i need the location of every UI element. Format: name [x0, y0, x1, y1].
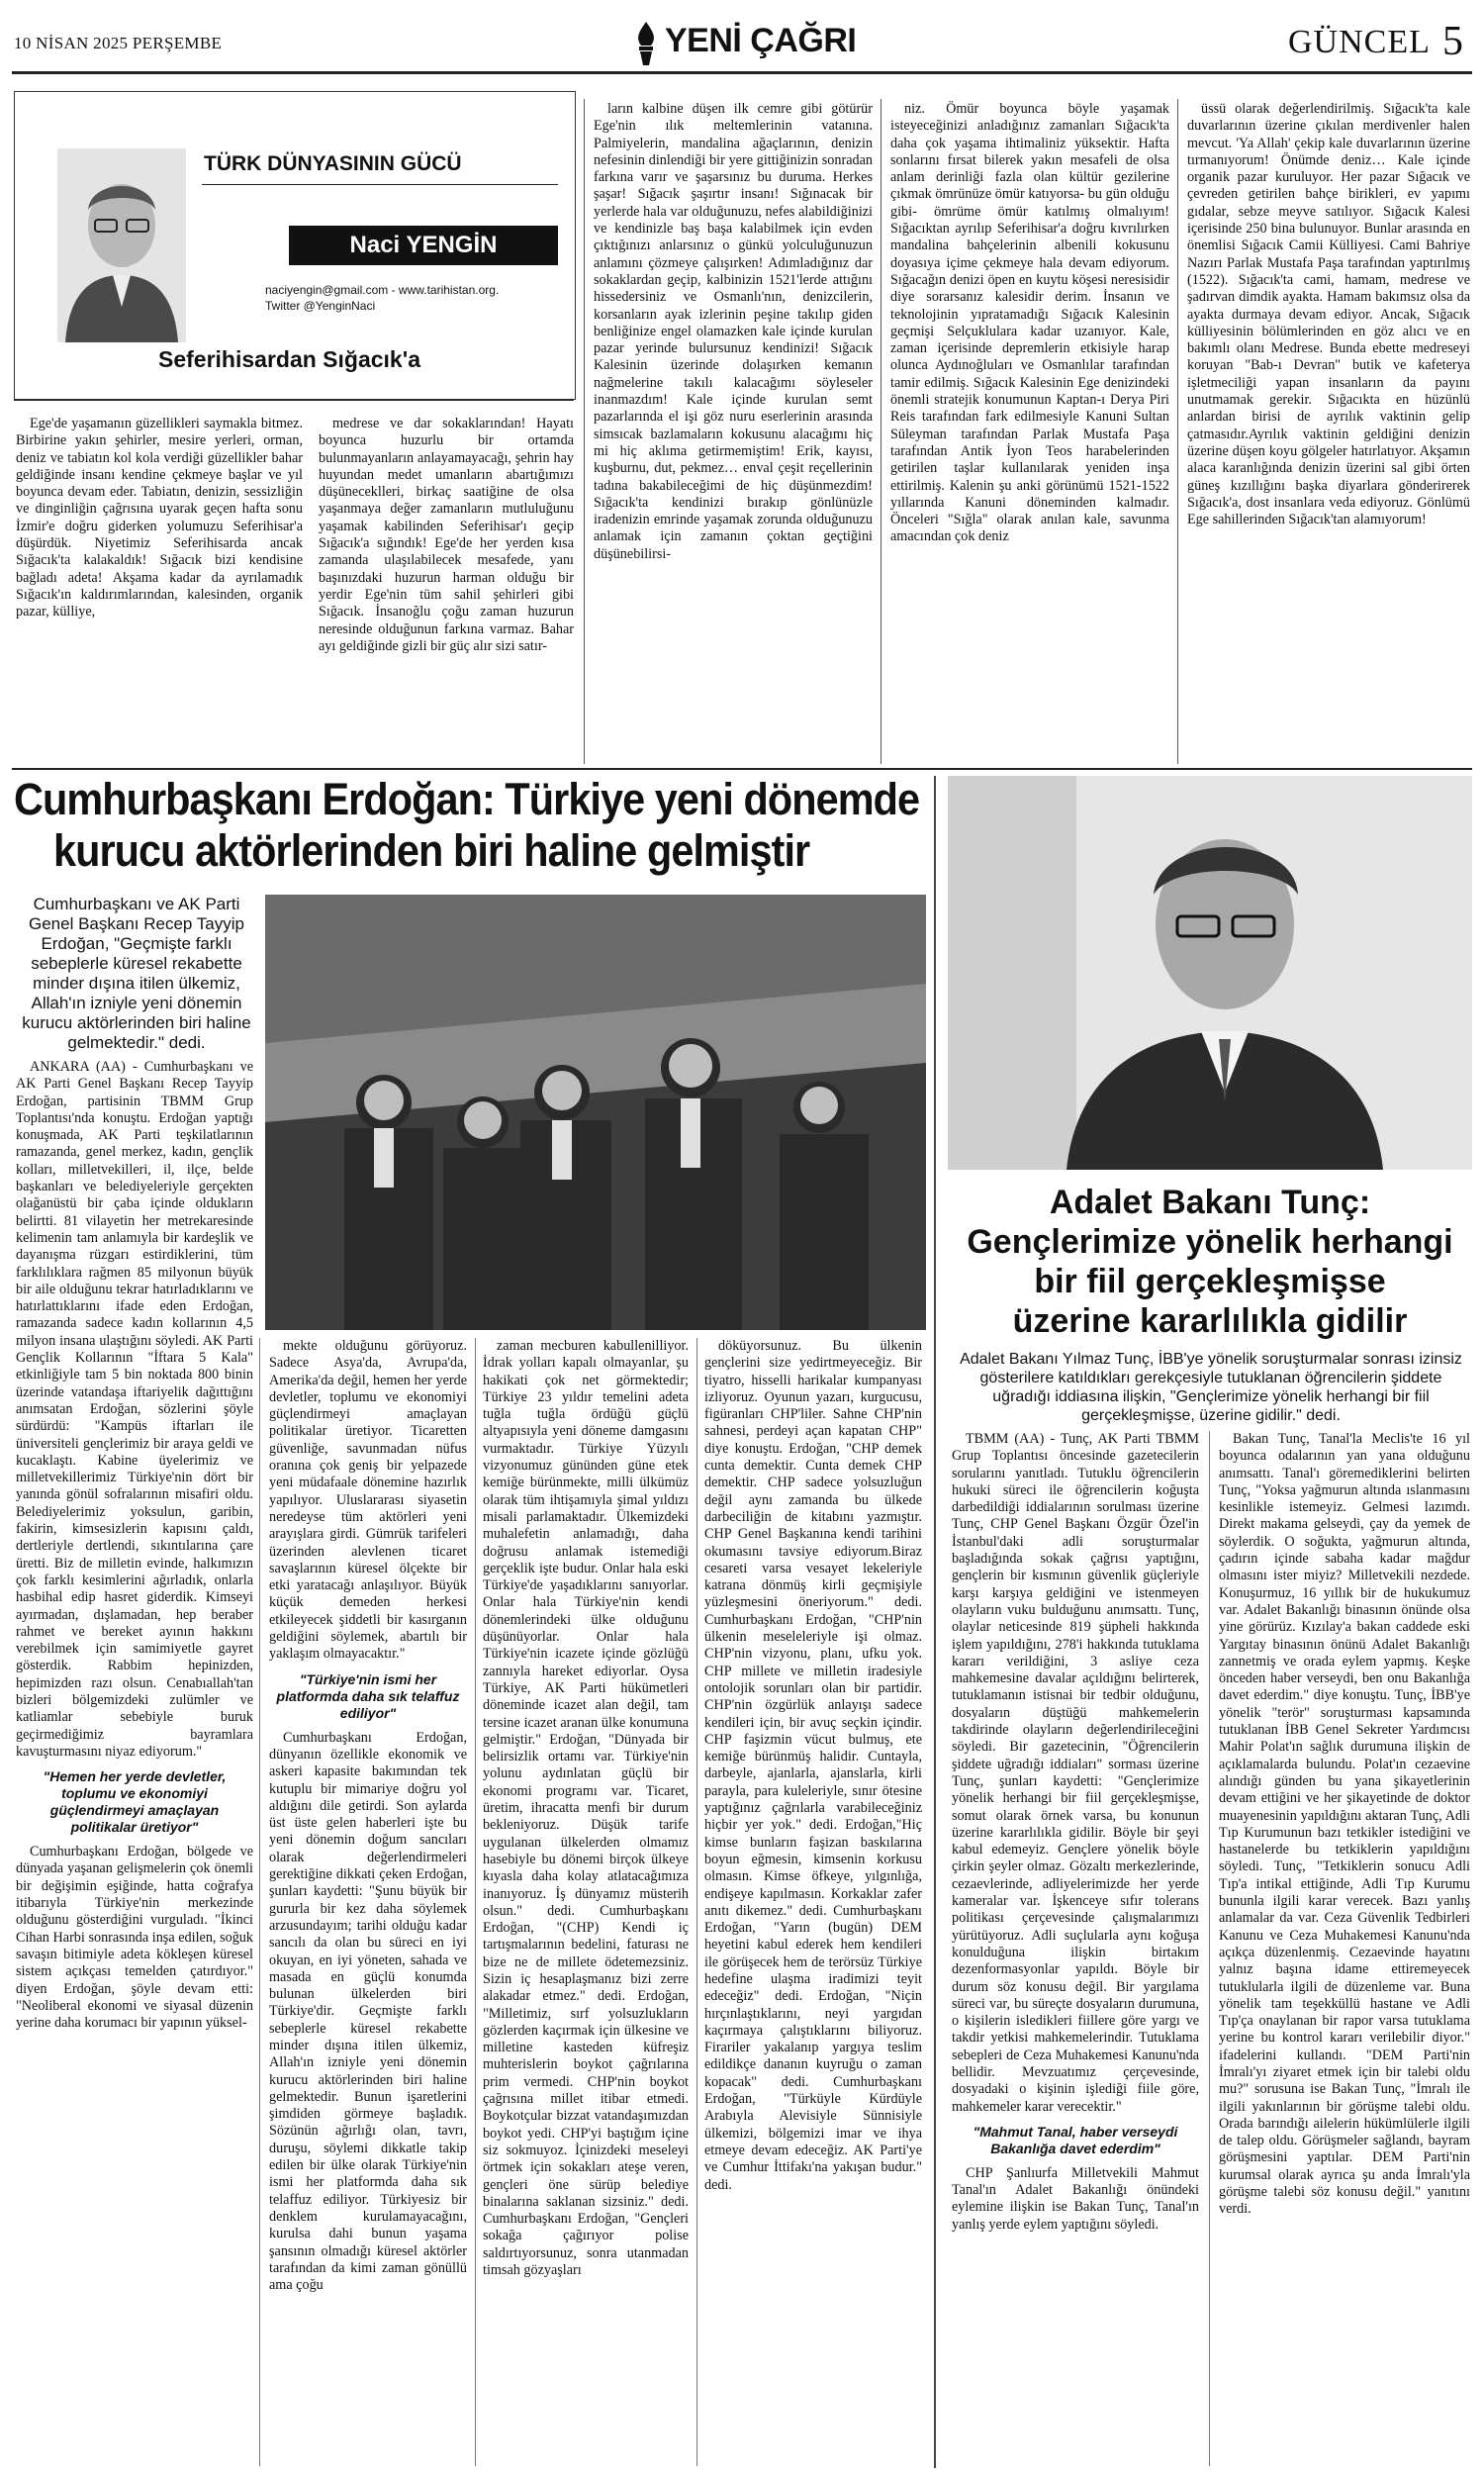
masthead-logo — [629, 18, 857, 69]
torch-icon — [629, 20, 663, 67]
author-name-bar — [289, 226, 558, 265]
article1-subhead2: "Türkiye'nin ismi her platformda daha sık telaffuz ediliyor" — [276, 1670, 460, 1721]
article1-headline-line1: Cumhurbaşkanı Erdoğan: Türkiye yeni dönemde — [14, 774, 920, 824]
article2-headline-line3: bir fiil gerçekleşmişse — [1034, 1263, 1386, 1300]
author-twitter: Twitter @YenginNaci — [265, 299, 376, 313]
column-title: Seferihisardan Sığacık'a — [158, 346, 420, 372]
article2-col2: Bakan Tunç, Tanal'la Meclis'te 16 yıl boyunca odalarının yan yana olduğunu anımsattı. Tanal'ı göremediklerini belirten Tunç, "Yoksa yağmurun altında ıslanmasını kesinlikle istemeyiz. Gelmesi lazımdı. Direkt makama gelseydi, çay da yemek de söylerdik. O soğukta, yağmurun altında, çadırın içinde sabaha kadar mağdur olmasını ister miyiz? Milletvekili nezdede. Konuşurmuz, 16 yıllık bir de hukukumuz var. Adalet Bakanlığı binasının önünde olsa yine görürüz. Kızılay'a bakan caddede eski Yargıtay binasının önünü Adalet Bakanlığı zannetmiş ve orada eylem yapmış. Keşke önceden haber verseydi, ben onu Bakanlığa davet ederdim." diye konuştu. Tunç, İBB'ye yönelik "terör" soruşturması kapsamında tutuklanan İBB Genel Sekreter Yardımcısı Mahir Polat'ın sağlık durumuna ilişkin de açıklamalarda bulundu. Polat'ın cezaevine alındığı günden bu yana şikayetlerinin devam ettiğini ve her şikayetinde de doktor muayenesinin yapıldığını aktaran Tunç, Adli Tıp Kurumunun bazı tetkikler istediğini ve hastanelerde bu tetkiklerin yapıldığını söyledi. Tunç, "Tetkiklerin sonucu Adli Tıp'a intikal ettiğinde, Adli Tıp Kurumu bununla ilgili karar verecek. Bazı yanlış anlamalar da var. Ceza Güvenlik Tedbirleri Kanunu ve Ceza Muhakemesi Kanunu'nda açıkça düzenlenmiş. Cezaevinde hayatını yalnız başına idame ettiremeyecek tutuklularla ilgili de düzenleme var. Buna yönelik tam teşekküllü hastane ve Adli Tıp'ça onaylanan bir rapor varsa tutuklama yerine bu kontrol kararı verilebilir diyor." ifadelerini kullandı. "DEM Parti'nin İmralı'yı ziyaret etmek için bir talebi oldu mu?" sorusuna ise Bakan Tunç, "İmralı ile ilgili yakınlarının bir görüşme talebi oldu. Orada barındığı ailelerin hükümlülerle ilgili de talep oldu. Görüşmeler sağlandı, bayram görüşmesini yaptılar. DEM Parti'nin kurumsal olarak ayrıca şu anda İmralı'yla görüşme talebi söz konusu değil." yanıtını verdi. — [1219, 1431, 1470, 2218]
article1-photo — [265, 895, 926, 1330]
author-portrait-icon — [57, 148, 186, 342]
article1-col2: mekte olduğunu görüyoruz. Sadece Asya'da, Avrupa'da, Amerika'da değil, hemen her yerde devletler, toplumu ve ekonomiyi güçlendirmeyi amaçlayan politikalar üretiyor. Ticaretten güvenliğe, savunmadan nüfus oranına çok geniş bir yelpazede yeni müdafaale dönemine hazırlık yapılıyor. Uluslararası siyasetin neredeyse tüm aktörleri yeni arayışlara girdi. Gümrük tarifeleri üzerinden alevlenen ticaret savaşlarının küresel ölçekte bir etki yaratacağı anlaşılıyor. Büyük küçük demeden herkesi etkileyecek şiddetli bir kasırganın geldiğini söylemek, abartılı bir yaklaşım olmayacaktır." "Türkiye'nin ismi her platformda daha sık telaffuz ediliyor" Cumhurbaşkanı Erdoğan, dünyanın özellikle ekonomik ve askeri kapasite bakımından tek kutuplu bir mimariye doğru yol aldığını dile getirdi. Son aylarda üst üste gelen haberleri işte bu yeni dönemin doğum sancıları olarak değerlendirmeleri gerektiğine dikkati çeken Erdoğan, şunları kaydetti: "Şunu büyük bir gururla bir kez daha söylemek arzusundayım; tarihi olduğu kadar sancılı da olan bu süreci en iyi okuyan, en iyi yöneten, sahada ve masada en güçlü konumda bulunan ülkelerden biri Türkiye'dir. Geçmişte farklı sebeplerle küresel rekabette minder dışına itilen ülkemiz, Allah'ın izniyle yeni dönemin kurucu aktörlerinden biri haline gelmektedir. Bunun işaretlerini şimdiden görmeye başladık. Sözünün ağırlığı olan, tavrı, duruşu, söylemi dikkatle takip edilen bir ülke olarak Türkiye'nin ismi her platformda daha sık telaffuz ediliyor. Türkiyesiz bir denklem kurulamayacağını, kurulsa dahi bunun yaşama şansının olmadığı küresel aktörler tarafından da kimi zaman gönüllü ama çoğu — [269, 1338, 467, 2294]
column-text-col1: Ege'de yaşamanın güzellikleri saymakla bitmez. Birbirine yakın şehirler, mesire yerleri, orman, deniz ve tabiatın kol kola verdiği güzellikler bahar geldiğinde insanı kendine çekmeye başlar ve yıl boyunca devam eder. Tabiatın, denizin, sessizliğin ve dinginliğin çağrısına uyarak geçen hafta sonu İzmir'e doğru giderken yolumuzu Seferihisar'a düşürdük. Niyetimiz Seferihisarda ancak Sığacık'ta kalakaldık! Sığacık bizi kendisine bağladı adeta! Akşama kadar da ayrılamadık Sığacık'ın kaldırımlarından, kalesinden, organik pazar, külliye, — [16, 416, 303, 620]
column-text-col3: ların kalbine düşen ilk cemre gibi götürür Ege'nin ılık meltemlerinin vatanına. Palmiyelerin, mandalina ağaçlarının, denizin nefesinin dinlendiği bir yere gittiğinizin sonradan farkına varır ve şaşarsınız bu duruma. Herkes şaşar! Sığacık şaşırtır insanı! Sığınacak bir yerlerde hala var olduğunuzu, nefes alabildiğinizi ve kendinizle baş başa kalabilmek için evden çıktığınızı anlarsınız o günkü yolculuğunuzun anlamını çözmeye çalışırken! Adımladığınız dar sokaklardan geçip, kalbinizin 1521'lerde attığını hissedersiniz ve Osmanlı'nın, denizcilerin, korsanların ayak izlerinin peşine takılıp giden benliğinize engel olamazken kale içinde kurulan pazar yerinde bulursunuz kendinizi! Sığacık Kalesinin üzerinde dolaşırken kemanın nağmelerine takılı kalacağımı söyleseler inanmazdım! Kale içinde kurulan semt pazarlarında el işi göz nuru eserlerinin arasında simsıcak bazlamaların kokusunu alacağımı hiç mi hiç aklıma getirmemiştim! Erik, kayısı, kuşburnu, dut, pekmez… enval çeşit reçellerinin tadına bakabileceğimi de hiç düşünmezdim! Sığacık'ta kendinizi bırakıp gönlünüzle iradenizin emrinde yaşamak zorunda olduğunuzu anlamak için zamanın çoktan geçtiğini düşünebilirsi- — [594, 101, 873, 562]
article1-col1: ANKARA (AA) - Cumhurbaşkanı ve AK Parti Genel Başkanı Recep Tayyip Erdoğan, partisinin TBMM Grup Toplantısı'nda konuştu. Erdoğan yaptığı konuşmada, AK Parti teşkilatlarının ramazanda, genel merkez, kadın, gençlik kolları, milletvekilleri, il, ilçe, belde başkanları ve belediyeleriyle gerçekten olağanüstü bir çaba içinde oldukların belirtti. 81 vilayetin her metrekaresinde kelimenin tam anlamıyla bir kardeşlik ve dayanışma rüzgarı estirdiklerini, tüm farklılıklara rağmen 85 milyonun büyük bir aile olduğunu tekrar hatırladıklarını ve hatırlattıklarını ifade eden Erdoğan, ramazanda sadece kadın kollarının 4,5 milyon insana ulaştığını söyledi. AK Parti Gençlik Kollarının "İftara 5 Kala" etkinliğiyle tam 5 bin noktada 800 binin üzerinde vatandaşa iftariyelik dağıttığını anımsatan Erdoğan, sözlerini şöyle sürdürdü: "Kampüs iftarları ile üniversiteli gençlerimiz bir araya geldi ve kucaklaştı. Kabine üyelerimiz ve milletvekillerimiz Türkiye'nin dört bir yanında gönül sofralarının misafiri oldu. Belediyelerimiz yoksulun, garibin, fakirin, kimsesizlerin kapısını çaldı, dertleriyle dertlendi, sıkıntılarına çare üretti. Biz de milletin evinde, halkımızın çok farklı kesimlerini ağırladık, onlarla hasbihal edip hasret giderdik. Kimseyi ayırmadan, dışlamadan, hep beraber rahmet ve bereket ayının hakkını verebilmek için samimiyetle gayret gösterdik. Rabbim hepinizden, hepimizden razı olsun. Cenabıallah'tan bizleri bölgemizdeki zulümler ve katliamlar sebebiyle buruk geçirmediğimiz bayramlara kavuşturmasını niyaz ediyorum." "Hemen her yerde devletler, toplumu ve ekonomiyi güçlendirmeyi amaçlayan politikalar üretiyor" Cumhurbaşkanı Erdoğan, bölgede ve dünyada yaşanan gelişmelerin çok önemli bir değişimin eşiğinde, hatta coğrafya itibarıyla Türkiye'nin merkezinde olduğunu gösterdiğini vurguladı. "İkinci Cihan Harbi sonrasında inşa edilen, soğuk savaşın bitimiyle adeta kökleşen küresel sistem açıkçası temelden çatırdıyor." diyen Erdoğan, şöyle devam etti: "Neoliberal ekonomi ve siyasal düzenin yerine daha korumacı bir yapının yüksel- — [16, 1059, 253, 2032]
masthead-title: YENİ ÇAĞRI — [665, 22, 857, 59]
article2-headline-line2: Gençlerimize yönelik herhangi — [967, 1223, 1453, 1261]
minister-portrait-icon — [948, 776, 1472, 1170]
parliament-crowd-icon — [265, 895, 926, 1330]
article1-col3: zaman mecburen kabullenilliyor. İdrak yolları kapalı olmayanlar, şu hakikati çok net görmektedir; Türkiye 23 yıldır temelini adeta tuğla tuğla ördüğü güçlü altyapısıyla yeni döneme damgasını vurmaktadır. Türkiye Yüzyılı vizyonumuz gününden güne etek kemiğe bürünmekte, milli ülkümüz olarak tüm ihtişamıyla şimal yıldızı misali parlamaktadır. Ülkemizdeki muhalefetin anlamadığı, daha doğrusu anlamak istemediği gerçeklik işte budur. Onlar hala eski Türkiye'de yaşadıklarını sanıyorlar. Onlar hala Türkiye'nin kendi dönemlerindeki ülke olduğunu düşünüyorlar. Onlar hala Türkiye'nin icazete içinde gözlüğü zannıyla hareket ediyorlar. Oysa Türkiye, AK Parti hükümetleri döneminde icazet alan değil, tam tersine icazet aranan ülke konumuna gelmiştir." Erdoğan, "Dünyada bir belirsizlik ortamı var. Türkiye'nin yolunu aydınlatan güçlü bir ekonomi programı var. Ticaret, üretim, ihracatta menfi bir durum bekleniyoruz. Düşük tarife uygulanan ülkelerden olmamız hasebiyle bu dönemi birçok ülkeye kıyasla daha kolay atlatacağımıza inanıyoruz. İş dünyamız müsterih olsun." dedi. Cumhurbaşkanı Erdoğan, "(CHP) Kendi iç tartışmalarının bedelini, faturası ne bize ne de millete ödetemezsiniz. Sizin iç hesaplaşmanız bizi zerre alakadar etmez." dedi. Erdoğan, "Milletimiz, sırf yolsuzlukların gözlerden kaçırmak için ülkesine ve milletine kasteden küfreşiz muhterislerin boykot çağrılarına prim vermedi. CHP'nin boykot çağrısına millet itibar etmedi. Boykotçular bizzat vatandaşımızdan boykot yedi. CHP'yi baştığım içine siz sokmuyoz. İçinizdeki meseleyi örtmek için sokakları ateşe veren, gençleri öne sürüp belediye binalarına saklanan sizsiniz." dedi. Cumhurbaşkanı Erdoğan, "Gençleri sokağa çağırıyor polise saldırtıyorsunuz, sonra utanmadan timsah gözyaşları — [483, 1338, 689, 2279]
page-number: 5 — [1442, 19, 1463, 64]
article2-headline-line4: üzerine kararlılıkla gidilir — [1012, 1302, 1408, 1340]
article1-subhead1: "Hemen her yerde devletler, toplumu ve ekonomiyi güçlendirmeyi amaçlayan politikalar üretiyor" — [43, 1768, 227, 1836]
column-text-col2: medrese ve dar sokaklarından! Hayatı boyunca huzurlu bir ortamda bulunmayanların anlayamayacağı, şehrin hay huyundan medet umanların abartığımızı düşüneceklleri, birkaç saatiğine de olsa yaşanmaya değer zamanların mutluluğunu yaşamak kabilinden Seferihisar'ı geçip Sığacık'a sığındık! Ege'de her yerden kısa zamanda ulaşılabilecek mesafede, yanı başınızdaki huzurun harman olduğu bir yerdir Ege'nin tüm sahil şehirleri gibi Sığacık. İnsanoğlu çoğu zaman huzurun neresinde olduğunun farkına varmaz. Bahar ayı geldiğinde gizli bir güç alır sizi satır- — [319, 416, 574, 654]
article2-headline-line1: Adalet Bakanı Tunç: — [1049, 1184, 1371, 1221]
section-name: GÜNCEL — [1288, 24, 1431, 60]
issue-date: 10 NİSAN 2025 PERŞEMBE — [14, 34, 223, 52]
author-name: Naci YENGİN — [349, 232, 498, 258]
article2-photo — [948, 776, 1472, 1170]
column-text-col4: niz. Ömür boyunca böyle yaşamak isteyeceğinizi anladığınız zamanları Sığacık'ta daha çok yaşama ihtimaliniz yüksektir. Hafta sonlarını fırsat bilerek yakın mesafeli de olsa anlam derinliği fazla olan kültür gezilerine çıkmak ömrünüze ömür katıyorsa- bu gün olduğu gibi- ömrüme ömür katılmış olmalıyım! Sığacıktan ayrılıp Seferihisar'a doğru kıvrılırken mandalina bahçelerinin albenili kokusunu doyasıya içime çekmeye hala devam ediyorum. Sığacağın denizi öpen en kuytu köşesi neresisidir diye sorarsanız kalesidir derim. İnsanın ve teknolojinin yıpratamadığı Sığacık Kalesinin geçmişi Selçuklulara kadar uzanıyor. Kale, zaman içerisinde depremlerin etkisiyle harap olunca Aydınoğluları ve Osmanlılar tarafından tamir edilmiş. Sığacık Kalesinin Ege denizindeki önemli stratejik konumunun Kaptan-ı Derya Piri Reis tarafından fark edilmesiyle Kanuni Sultan Süleyman tarafından Parlak Mustafa Paşa tarafından Antik İyon Teos harabelerinden getirilen taşlar kullanılarak yeniden inşa ettirilmiş. Kalenin şu anki görünümü 1521-1522 yıllarında Kanuni döneminden kalmadır. Önceleri "Sığla" olarak anılan kale, savunma amacından çok deniz — [890, 101, 1169, 545]
column-text-col5: üssü olarak değerlendirilmiş. Sığacık'ta kale duvarlarının üzerine çıkılan merdivenler halen mevcut. 'Ya Allah' çekip kale duvarlarının üzerine tırmanıyorum! Önümde deniz… Kale içinde organik pazar kuruluyor. Her pazar Sığacık ve çevreden getirilen bahçe birikleri, ev yapımı gıdalar, sebze meyve satılıyor. Sığacık Kalesi içerisinde 250 bina bulunuyor. Bunlar arasında en önemlisi Sığacık Camii Külliyesi. Cami Bahriye Nazırı Parlak Mustafa Paşa tarafından yaptırılmış (1522). Sığacık'ta cami, hamam, medrese ve şadırvan dimdik ayakta. Hamam bakımsız olsa da ayakta durmaya devam ediyor. Ancak, Sığacık külliyesinin bölümlerinden en göz alıcı ve en bakımlı olanı Medrese. Bunda ebette medreseyi koruyan "Bab-ı Devran" butik ve kafeterya işletmeciliği yapan insanların da payını unutmamak gerekir. Sığacıkta en hüzünlü anlardan birisi de ayrılık vaktinin gelip çatmasıdır.Ayrılık vaktinin geldiğini denizin üzerine düşen koyu gölgeler hatırlatıyor. Akşamın alaca karanlığında denizin üzerini sal gibi örten güneş kızıllığını başka diyarlara gönderirerek Sığacık'a, dost insanlara veda ediyoruz. Gönlümü Ege sahillerinden Sığacık'tan alamıyorum! — [1187, 101, 1470, 528]
article2-subhead: "Mahmut Tanal, haber verseydi Bakanlığa davet ederdim" — [973, 2123, 1178, 2156]
article2-lead: Adalet Bakanı Yılmaz Tunç, İBB'ye yönelik soruşturmalar sonrası izinsiz gösterilere katıldıkları gerekçesiyle tutuklanan öğrencilerin şiddete uğradığı iddiasına ilişkin, "Gençlerimize yönelik herhangi bir fiil gerçekleşmişse, üzerine gidilir." dedi. — [960, 1351, 1462, 1424]
article1-lead: Cumhurbaşkanı ve AK Parti Genel Başkanı Recep Tayyip Erdoğan, "Geçmişte farklı sebeplerle küresel rekabette minder dışına itilen ülkemiz, Allah'ın izniyle yeni dönemin kurucu aktörlerinden biri haline gelmektedir." dedi. — [22, 895, 251, 1052]
author-photo — [57, 148, 186, 342]
column-series-title: TÜRK DÜNYASININ GÜCÜ — [204, 152, 462, 175]
article1-col4: döküyorsunuz. Bu ülkenin gençlerini size yedirtmeyeceğiz. Bir tiyatro, hisselli harikalar kumpanyası izliyoruz. Oyunun yazarı, kurgucusu, figüranları CHP'liler. Sahne CHP'nin sahnesi, perdeyi açan kapatan CHP" diye konuştu. Erdoğan, "CHP demek cunta demektir. Cunta demek CHP demektir. CHP sadece yolsuzluğun değil aynı zamanda bu ülkede darbeciliğin de kitabını yazmıştır. CHP Genel Başkanına kendi tarihini okumasını tavsiye ediyorum.Biraz cesareti varsa vesayet lekeleriyle katrana dönmüş kirli geçmişiyle yüzleşmesini öneriyorum." dedi. Cumhurbaşkanı Erdoğan, "CHP'nin ülkenin meseleleriyle işi olmaz. CHP'nin vizyonu, planı, ufku yok. CHP millete ve milletin iradesiyle ontolojik sorunları olan bir partidir. CHP'nin özgürlük anlayışı sadece kendileri için, bir avuç seçkin içindir. CHP faşizmin vücut bulmuş, ete kemiğe bürünmüş halidir. Cuntayla, darbeyle, ajanlarla, ajanslarla, kirli parayla, para kuleleriyle, sınır ötesine yaptığınız çağrılarla varabileceğiniz hiçbir yer yok." dedi. Erdoğan,"Hiç kimse bunların faşizan baskılarına boyun eğmesin, kimsenin korkusu olmasın. Kimse öfkeye, yılgınlığa, endişeye kapılmasın. Korkaklar zafer anıtı dikemez." dedi. Cumhurbaşkanı Erdoğan, "Yarın (bugün) DEM heyetini kabul ederek hem kendileri ile görüşecek hem de terörsüz Türkiye hedefine ulaşma iradimizi teyit edeceğiz" dedi. Erdoğan, "Niçin hırçınlaştıklarını, neyi yargıdan kaçırmaya çalıştıklarını biliyoruz. Firariler yakalanıp yargıya teslim edildikçe dananın kuyruğu o zaman kopacak" dedi. Cumhurbaşkanı Erdoğan, "Türküyle Kürdüyle Arabıyla Alevisiyle Sünnisiyle ülkemizi, bölgemizi imar ve ihya etmeye devam edeceğiz. AK Parti'ye ve Cumhur İttifakı'na yakışan budur." dedi. — [704, 1338, 922, 2193]
article1-headline-line2: kurucu aktörlerinden biri haline gelmiştir — [53, 825, 810, 876]
author-email: naciyengin@gmail.com - www.tarihistan.org. — [265, 283, 500, 297]
article2-col1: TBMM (AA) - Tunç, AK Parti TBMM Grup Toplantısı öncesinde gazetecilerin sorularını yanıtladı. Tutuklu öğrencilerin hukuki süreci ile öğrencilerin koğuşta darbedildiği iddialarının sorulması üzerine Tunç, CHP Genel Başkanı Özgür Özel'in İstanbul'daki adli soruşturmalar başladığında sokak çağrısı yaptığını, gençlerin bir kısmının güvenlik güçleriyle karşı karşıya geldiğini ve istenmeyen olayların vuku bulduğunu anımsattı. Tunç, olaylar neticesinde 819 şüpheli hakkında işlem yapıldığını, 278'i hakkında tutuklama kararı verildiğini, 3 asliye ceza mahkemesine davalar açıldığını belirterek, tutuklamanın istisnai bir tedbir olduğunu, dosyaların düştüğü mahkemelerin takdirinde olayların değerlendirileceğini söyledi. Bir gazetecinin, "Öğrencilerin şiddete uğradığı iddiaları" sorması üzerine Tunç, şunları kaydetti: "Gençlerimize yönelik herhangi bir fiil gerçekleşmişse, somut olarak örnek varsa, bu konunun üzerine kararlılıkla gidilir. Böyle bir şeyi kabul edemeyiz. Gençlere yönelik böyle çirkin şeyler olmaz. Gözaltı merkezlerinde, cezaevlerinde, adliyelerimizde her yerde kameralar var. İşkenceye sıfır tolerans politikası çerçevesinde çalışmalarımızı yürütüyoruz. Adli suçlularla aynı koğuşa konulduğuna ilişkin birtakım dezenformasyonlar yapıldı. Böyle bir durum söz konusu değil. Bir yargılama süreci var, bu süreçte dosyaların durumuna, o kişilerin isledikleri fiillere göre yargı ve takdir yetkisi mahkemelerindir. Tutuklama sebepleri de Ceza Muhakemesi Kanunu'nda bellidir. Mevzuatımız çerçevesinde, dosyadaki o kişinin işlediği fiile göre, mahkemeler karar verecektir." "Mahmut Tanal, haber verseydi Bakanlığa davet ederdim" CHP Şanlıurfa Milletvekili Mahmut Tanal'ın Adalet Bakanlığı önündeki eylemine ilişkin ise Bakan Tunç, Tanal'ın yanlış yerde eylem yaptığını söyledi. — [952, 1431, 1199, 2233]
